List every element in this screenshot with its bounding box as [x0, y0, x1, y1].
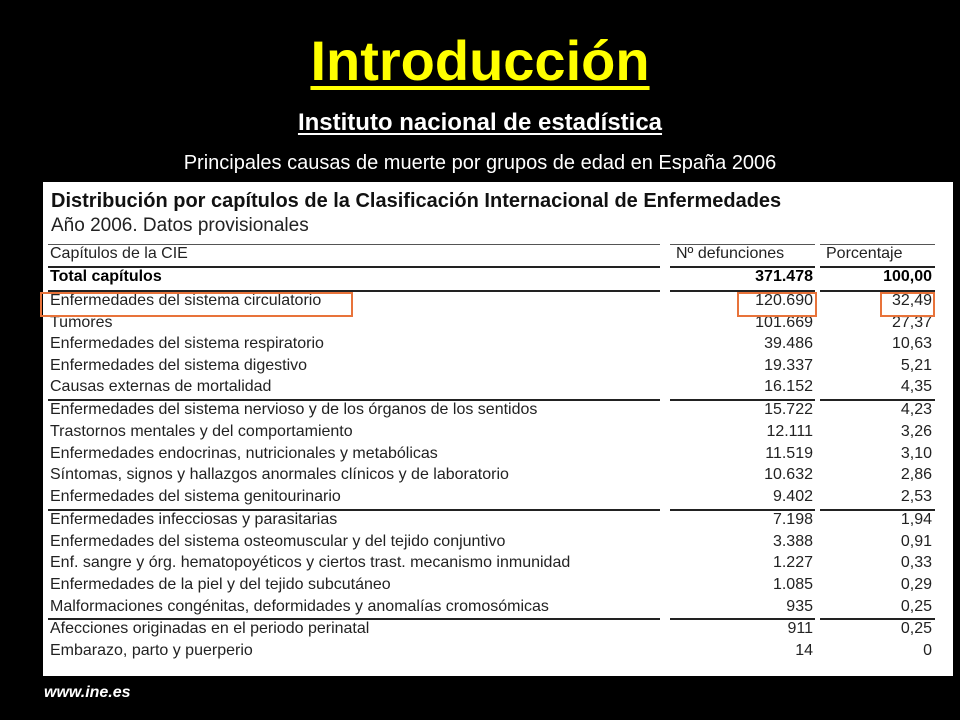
table-row	[43, 486, 953, 508]
deaths-cell: 7.198	[772, 511, 813, 528]
deaths-cell: 39.486	[764, 335, 813, 352]
cause-cell: Enfermedades infecciosas y parasitarias	[50, 511, 338, 528]
cause-cell: Enfermedades del sistema digestivo	[50, 357, 308, 374]
cause-cell: Enfermedades del sistema nervioso y de los órganos de los sentidos	[50, 401, 538, 418]
percent-cell: 0,33	[900, 554, 932, 571]
table-row	[43, 443, 953, 465]
table-row	[43, 531, 953, 553]
percent-cell: 3,10	[900, 445, 932, 462]
deaths-cell: 16.152	[764, 378, 813, 395]
highlight-box-percent	[880, 292, 935, 317]
deaths-cell: 371.478	[755, 268, 813, 285]
table-rule	[820, 399, 935, 401]
cause-cell: Embarazo, parto y puerperio	[50, 642, 253, 659]
table-rule	[670, 618, 815, 620]
table-rule	[820, 618, 935, 620]
percent-cell: 10,63	[891, 335, 932, 352]
slide-caption: Principales causas de muerte por grupos de edad en España 2006	[183, 152, 777, 174]
table-rule	[670, 399, 815, 401]
percent-cell: 2,86	[900, 466, 932, 483]
cause-cell: Enfermedades de la piel y del tejido subcutáneo	[50, 576, 391, 593]
table-heading: Distribución por capítulos de la Clasificación Internacional de Enfermedades	[51, 190, 782, 212]
percent-cell: 0,25	[900, 620, 932, 637]
deaths-cell: 11.519	[765, 445, 813, 462]
table-row	[43, 399, 953, 421]
cause-cell: Enfermedades del sistema respiratorio	[50, 335, 324, 352]
table-row	[43, 640, 953, 662]
table-row	[43, 355, 953, 377]
table-row	[43, 421, 953, 443]
percent-cell: 0,25	[900, 598, 932, 615]
table-rule	[820, 266, 935, 268]
table-row	[43, 596, 953, 618]
percent-cell: 4,35	[900, 378, 932, 395]
cause-cell: Tumores	[50, 314, 113, 331]
percent-cell: 1,94	[900, 511, 932, 528]
deaths-cell: 1.085	[772, 576, 813, 593]
percent-cell: 4,23	[900, 401, 932, 418]
percent-cell: 27,37	[891, 314, 932, 331]
deaths-cell: 15.722	[764, 401, 813, 418]
cause-cell: Total capítulos	[50, 268, 162, 285]
column-header-chapter: Capítulos de la CIE	[50, 245, 188, 262]
table-total-row	[43, 266, 953, 288]
deaths-cell: 9.402	[772, 488, 813, 505]
cause-cell: Síntomas, signos y hallazgos anormales clínicos y de laboratorio	[50, 466, 509, 483]
cause-cell: Malformaciones congénitas, deformidades y anomalías cromosómicas	[50, 598, 549, 615]
percent-cell: 0,91	[900, 533, 932, 550]
percent-cell: 2,53	[900, 488, 932, 505]
causes-table	[43, 182, 953, 676]
table-rule	[670, 509, 815, 511]
deaths-cell: 3.388	[772, 533, 813, 550]
table-row	[43, 376, 953, 398]
highlight-box-deaths	[737, 292, 817, 317]
deaths-cell: 101.669	[755, 314, 813, 331]
table-subheading: Año 2006. Datos provisionales	[51, 215, 309, 236]
table-header-row	[43, 243, 953, 265]
slide-title: Introducción	[310, 29, 650, 92]
table-rule	[48, 244, 660, 245]
percent-cell: 0	[923, 642, 932, 659]
table-rule	[48, 399, 660, 401]
deaths-cell: 935	[786, 598, 813, 615]
deaths-cell: 10.632	[764, 466, 813, 483]
deaths-cell: 12.111	[766, 423, 813, 440]
table-rule	[820, 509, 935, 511]
column-header-percent: Porcentaje	[826, 245, 903, 262]
highlight-box-cause	[40, 292, 353, 317]
table-row	[43, 333, 953, 355]
cause-cell: Enf. sangre y órg. hematopoyéticos y ciertos trast. mecanismo inmunidad	[50, 554, 571, 571]
table-rule	[670, 266, 815, 268]
table-row	[43, 509, 953, 531]
table-row	[43, 464, 953, 486]
cause-cell: Enfermedades del sistema genitourinario	[50, 488, 341, 505]
table-rule	[670, 244, 815, 245]
slide-subtitle: Instituto nacional de estadística	[297, 109, 663, 136]
cause-cell: Afecciones originadas en el periodo perinatal	[50, 620, 370, 637]
deaths-cell: 911	[787, 620, 813, 637]
cause-cell: Trastornos mentales y del comportamiento	[50, 423, 353, 440]
percent-cell: 32,49	[891, 292, 932, 309]
table-row	[43, 574, 953, 596]
table-row	[43, 552, 953, 574]
deaths-cell: 120.690	[755, 292, 813, 309]
table-rule	[820, 244, 935, 245]
source-url: www.ine.es	[44, 684, 131, 701]
column-header-deaths: Nº defunciones	[676, 245, 785, 262]
deaths-cell: 19.337	[764, 357, 813, 374]
percent-cell: 100,00	[883, 268, 932, 285]
cause-cell: Enfermedades del sistema osteomuscular y del tejido conjuntivo	[50, 533, 506, 550]
table-row	[43, 618, 953, 640]
percent-cell: 5,21	[900, 357, 932, 374]
cause-cell: Enfermedades del sistema circulatorio	[50, 292, 322, 309]
table-panel	[43, 182, 953, 676]
table-rule	[48, 618, 660, 620]
table-rule	[48, 266, 660, 268]
deaths-cell: 14	[795, 642, 813, 659]
percent-cell: 3,26	[900, 423, 932, 440]
cause-cell: Enfermedades endocrinas, nutricionales y metabólicas	[50, 445, 438, 462]
percent-cell: 0,29	[900, 576, 932, 593]
table-rule	[48, 509, 660, 511]
deaths-cell: 1.227	[772, 554, 813, 571]
cause-cell: Causas externas de mortalidad	[50, 378, 272, 395]
